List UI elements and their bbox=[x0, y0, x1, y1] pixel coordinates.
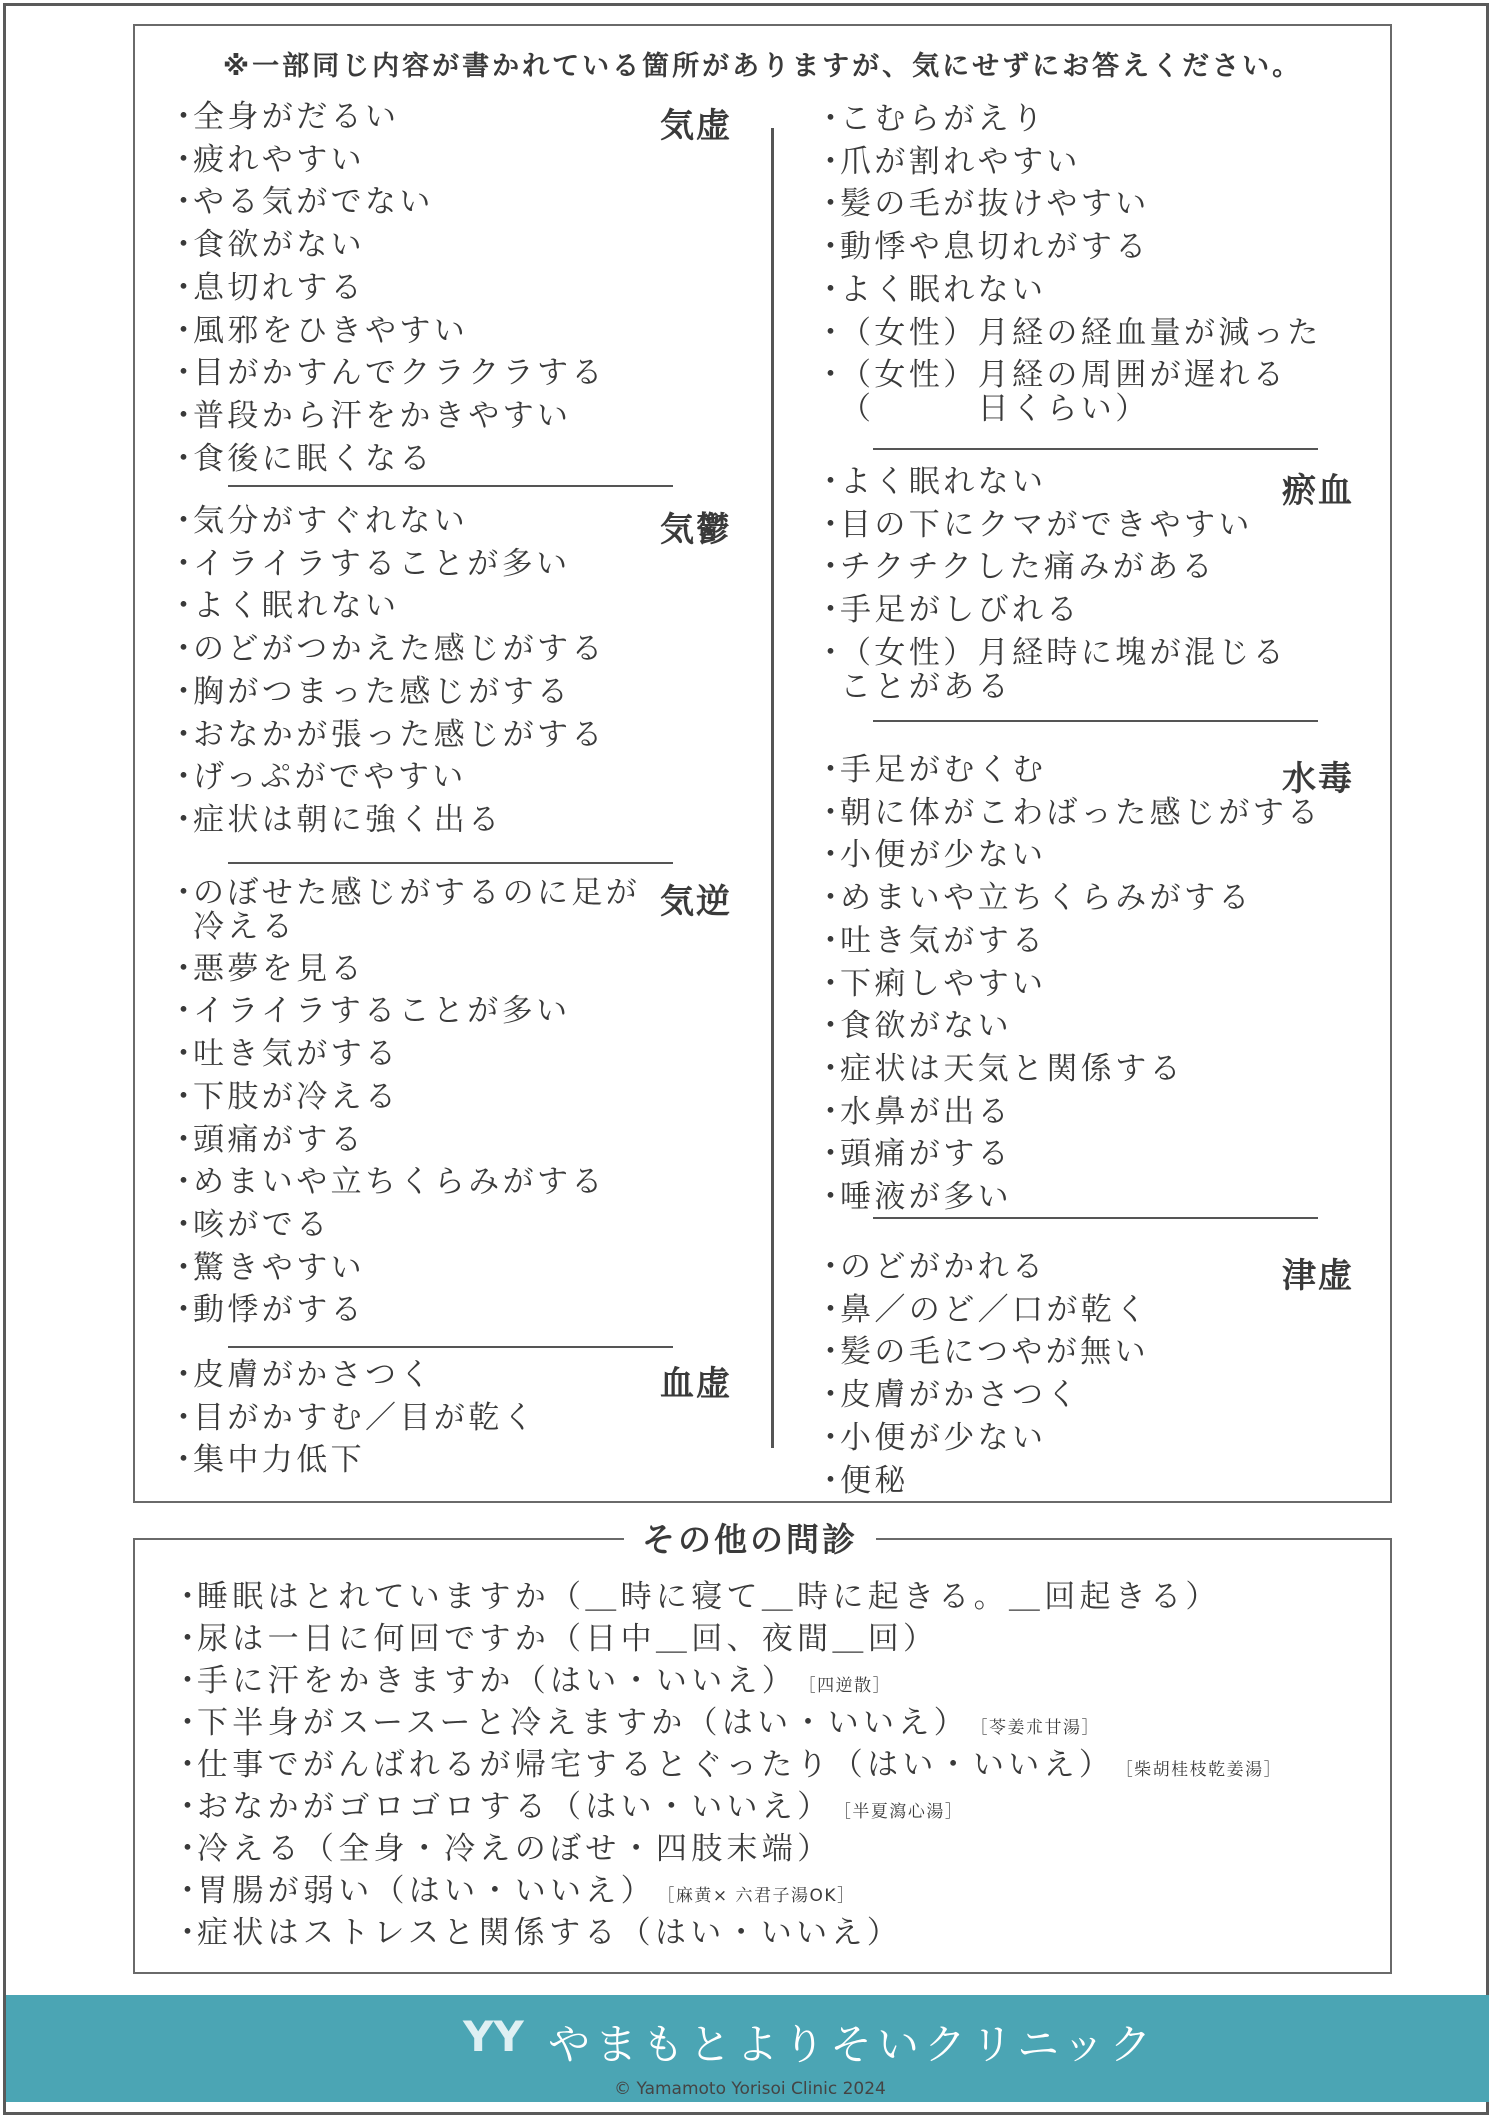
question-text: おなかがゴロゴロする（はい・いいえ） bbox=[197, 1789, 833, 1825]
symptom-item bbox=[168, 952, 365, 986]
symptom-text: 全身がだるい bbox=[193, 99, 400, 135]
bullet-mark: ・ bbox=[168, 1078, 203, 1115]
bullet-mark: ・ bbox=[815, 314, 850, 351]
symptom-item bbox=[815, 1378, 1081, 1412]
symptom-text: （女性）月経の経血量が減った bbox=[840, 314, 1322, 351]
bullet-mark: ・ bbox=[168, 312, 203, 349]
symptom-text: 小便が少ない bbox=[840, 1419, 1047, 1456]
symptom-text: 咳がでる bbox=[193, 1206, 331, 1243]
herbal-remedy-note: ［半夏瀉心湯］ bbox=[842, 1802, 964, 1822]
symptom-text: よく眠れない bbox=[840, 464, 1047, 500]
symptom-item bbox=[815, 593, 1081, 627]
symptom-item bbox=[815, 1335, 1149, 1369]
symptom-text: めまいや立ちくらみがする bbox=[840, 880, 1253, 917]
symptom-text: 頭痛がする bbox=[840, 1136, 1012, 1173]
symptom-text: めまいや立ちくらみがする bbox=[193, 1164, 606, 1201]
bullet-mark: ・ bbox=[168, 631, 203, 668]
symptom-text: のぼせた感じがするのに足が bbox=[193, 875, 641, 911]
symptom-text-cont: （ 日くらい） bbox=[840, 391, 1150, 428]
symptom-item bbox=[815, 1250, 1046, 1284]
bullet-mark: ・ bbox=[168, 1121, 203, 1158]
symptom-item bbox=[815, 636, 1287, 704]
bullet-mark: ・ bbox=[168, 545, 203, 582]
bullet-mark: ・ bbox=[815, 837, 850, 874]
symptom-item bbox=[815, 838, 1046, 872]
symptom-item bbox=[815, 924, 1046, 958]
symptom-text: げっぷがでやすい bbox=[193, 759, 467, 796]
bullet-mark: ・ bbox=[172, 1663, 208, 1699]
symptom-item bbox=[815, 358, 1287, 426]
bullet-mark: ・ bbox=[168, 1442, 203, 1479]
symptom-item bbox=[168, 632, 606, 666]
question-text: 冷える（全身・冷えのぼせ・四肢末端） bbox=[197, 1831, 833, 1867]
bullet-mark: ・ bbox=[168, 1036, 203, 1073]
bullet-mark: ・ bbox=[815, 1249, 850, 1285]
symptom-item bbox=[815, 1464, 909, 1498]
symptom-item bbox=[815, 1421, 1046, 1455]
bullet-mark: ・ bbox=[815, 229, 850, 266]
bullet-mark: ・ bbox=[168, 355, 203, 392]
symptom-item bbox=[168, 504, 468, 538]
symptom-item bbox=[168, 1251, 365, 1285]
symptom-text: 皮膚がかさつく bbox=[193, 1357, 434, 1393]
symptom-item bbox=[168, 314, 468, 348]
notice-text: ※一部同じ内容が書かれている箇所がありますが、気にせずにお答えください。 bbox=[222, 51, 1303, 82]
bullet-mark: ・ bbox=[815, 186, 850, 223]
symptom-text: 吐き気がする bbox=[193, 1036, 400, 1073]
symptom-text: 食後に眠くなる bbox=[193, 440, 434, 477]
symptom-item bbox=[815, 187, 1150, 221]
symptom-item bbox=[815, 508, 1253, 542]
symptom-text: 目がかすむ／目が乾く bbox=[193, 1399, 537, 1436]
symptom-item bbox=[168, 1293, 365, 1327]
bullet-mark: ・ bbox=[815, 880, 850, 917]
symptom-item bbox=[168, 143, 365, 177]
symptom-text: 手足がむくむ bbox=[840, 752, 1047, 788]
bullet-mark: ・ bbox=[172, 1873, 208, 1909]
bullet-mark: ・ bbox=[168, 227, 203, 264]
bullet-mark: ・ bbox=[168, 141, 203, 178]
symptom-item bbox=[815, 967, 1046, 1001]
symptom-text: おなかが張った感じがする bbox=[193, 716, 606, 753]
bullet-mark: ・ bbox=[172, 1705, 208, 1741]
symptom-item bbox=[815, 1052, 1184, 1086]
symptom-item bbox=[815, 273, 1046, 307]
bullet-mark: ・ bbox=[815, 1008, 850, 1045]
question-item bbox=[172, 1874, 856, 1913]
question-item bbox=[172, 1916, 902, 1950]
clinic-name: やまもとよりそいクリニック bbox=[548, 2020, 1157, 2069]
symptom-text: 手足がしびれる bbox=[840, 592, 1081, 629]
symptom-item bbox=[815, 1095, 1012, 1129]
symptom-text: （女性）月経時に塊が混じる bbox=[840, 634, 1288, 671]
symptom-text: チクチクした痛みがある bbox=[840, 549, 1216, 586]
symptom-text: 気分がすぐれない bbox=[193, 503, 469, 539]
question-text: 胃腸が弱い（はい・いいえ） bbox=[197, 1873, 656, 1909]
symptom-item bbox=[168, 100, 399, 134]
category-label: 気虚 bbox=[660, 106, 732, 146]
bullet-mark: ・ bbox=[815, 1334, 850, 1371]
copyright-text: © Yamamoto Yorisoi Clinic 2024 bbox=[614, 2079, 886, 2099]
bullet-mark: ・ bbox=[815, 1050, 850, 1087]
symptom-item bbox=[168, 399, 571, 433]
symptom-item bbox=[815, 753, 1046, 787]
symptom-text: 目がかすんでクラクラする bbox=[193, 355, 606, 392]
symptom-item bbox=[168, 547, 570, 581]
symptom-text: 症状は朝に強く出る bbox=[193, 801, 503, 838]
other-questions-header bbox=[0, 1518, 1500, 1562]
bullet-mark: ・ bbox=[815, 464, 850, 500]
symptom-item bbox=[168, 1208, 331, 1242]
bullet-mark: ・ bbox=[172, 1579, 208, 1615]
symptom-item bbox=[815, 465, 1046, 499]
symptom-text: 頭痛がする bbox=[193, 1121, 365, 1158]
bullet-mark: ・ bbox=[172, 1915, 208, 1951]
question-item bbox=[172, 1580, 1221, 1614]
bullet-mark: ・ bbox=[815, 634, 850, 671]
symptom-item bbox=[168, 1401, 537, 1435]
symptom-item bbox=[168, 876, 640, 944]
bullet-mark: ・ bbox=[815, 357, 850, 394]
other-questions-title: その他の問診 bbox=[624, 1518, 876, 1562]
symptom-text-cont: ことがある bbox=[840, 668, 1012, 705]
bullet-mark: ・ bbox=[168, 993, 203, 1030]
symptom-item bbox=[815, 230, 1150, 264]
bullet-mark: ・ bbox=[168, 269, 203, 306]
category-label: 津虚 bbox=[1282, 1256, 1354, 1296]
symptom-text: 普段から汗をかきやすい bbox=[193, 397, 572, 434]
bullet-mark: ・ bbox=[168, 1206, 203, 1243]
bullet-mark: ・ bbox=[168, 503, 203, 539]
question-text: 下半身がスースーと冷えますか（はい・いいえ） bbox=[197, 1705, 969, 1741]
symptom-item bbox=[168, 442, 434, 476]
symptom-text: 髪の毛が抜けやすい bbox=[840, 186, 1150, 223]
symptom-item bbox=[815, 145, 1081, 179]
bullet-mark: ・ bbox=[815, 1377, 850, 1414]
bullet-mark: ・ bbox=[815, 922, 850, 959]
bullet-mark: ・ bbox=[168, 716, 203, 753]
symptom-item bbox=[815, 550, 1216, 584]
bullet-mark: ・ bbox=[815, 592, 850, 629]
symptom-text: 爪が割れやすい bbox=[840, 143, 1081, 180]
section-separator bbox=[228, 485, 673, 487]
bullet-mark: ・ bbox=[815, 794, 850, 831]
bullet-mark: ・ bbox=[168, 1292, 203, 1329]
symptom-item bbox=[815, 102, 1046, 136]
bullet-mark: ・ bbox=[172, 1747, 208, 1783]
symptom-text: イライラすることが多い bbox=[193, 545, 571, 582]
bullet-mark: ・ bbox=[168, 397, 203, 434]
bullet-mark: ・ bbox=[168, 99, 203, 135]
bullet-mark: ・ bbox=[168, 759, 203, 796]
symptom-text: 動悸や息切れがする bbox=[840, 229, 1150, 266]
section-separator bbox=[228, 1346, 673, 1348]
symptom-item bbox=[168, 718, 606, 752]
bullet-mark: ・ bbox=[168, 588, 203, 625]
bullet-mark: ・ bbox=[815, 1419, 850, 1456]
question-item bbox=[172, 1664, 891, 1703]
symptom-text: 皮膚がかさつく bbox=[840, 1377, 1081, 1414]
symptom-text: やる気がでない bbox=[193, 184, 434, 221]
bullet-mark: ・ bbox=[815, 1136, 850, 1173]
category-label: 気鬱 bbox=[660, 510, 732, 550]
herbal-remedy-note: ［四逆散］ bbox=[807, 1676, 892, 1696]
symptom-text: 疲れやすい bbox=[193, 141, 365, 178]
symptom-text-cont: 冷える bbox=[193, 909, 297, 945]
bullet-mark: ・ bbox=[168, 950, 203, 987]
bullet-mark: ・ bbox=[815, 549, 850, 586]
bullet-mark: ・ bbox=[172, 1621, 208, 1657]
herbal-remedy-note: ［苓姜朮甘湯］ bbox=[978, 1718, 1100, 1738]
bullet-mark: ・ bbox=[815, 1093, 850, 1130]
symptom-text: （女性）月経の周囲が遅れる bbox=[840, 357, 1288, 394]
section-separator bbox=[873, 1217, 1318, 1219]
symptom-item bbox=[168, 185, 434, 219]
question-text: 仕事でがんばれるが帰宅するとぐったり（はい・いいえ） bbox=[197, 1747, 1115, 1783]
herbal-remedy-note: ［麻黄× 六君子湯OK］ bbox=[665, 1886, 856, 1906]
bullet-mark: ・ bbox=[815, 1462, 850, 1499]
question-item bbox=[172, 1832, 832, 1866]
bullet-mark: ・ bbox=[815, 271, 850, 308]
symptom-item bbox=[168, 1358, 434, 1392]
symptom-text: 水鼻が出る bbox=[840, 1093, 1012, 1130]
symptom-item bbox=[168, 271, 365, 305]
symptom-text: 鼻／のど／口が乾く bbox=[840, 1291, 1150, 1328]
symptom-text: 目の下にクマができやすい bbox=[840, 506, 1253, 543]
bullet-mark: ・ bbox=[168, 184, 203, 221]
bullet-mark: ・ bbox=[815, 965, 850, 1002]
symptom-text: のどがかれる bbox=[840, 1249, 1047, 1285]
category-label: 気逆 bbox=[660, 882, 732, 922]
bullet-mark: ・ bbox=[815, 143, 850, 180]
symptom-item bbox=[815, 1009, 1012, 1043]
symptom-item bbox=[168, 1443, 365, 1477]
symptom-text: 胸がつまった感じがする bbox=[193, 673, 572, 710]
symptom-text: 唾液が多い bbox=[840, 1179, 1012, 1215]
symptom-item bbox=[168, 1037, 399, 1071]
symptom-item bbox=[168, 675, 571, 709]
question-item bbox=[172, 1790, 963, 1829]
section-separator bbox=[228, 862, 673, 864]
symptom-text: 下痢しやすい bbox=[840, 965, 1047, 1002]
symptom-text: 下肢が冷える bbox=[193, 1078, 400, 1115]
symptom-item bbox=[168, 1080, 399, 1114]
symptom-item bbox=[168, 228, 365, 262]
bullet-mark: ・ bbox=[168, 1249, 203, 1286]
symptom-item bbox=[815, 316, 1322, 350]
question-item bbox=[172, 1706, 1100, 1745]
symptom-text: 症状は天気と関係する bbox=[840, 1050, 1184, 1087]
symptom-text: 集中力低下 bbox=[193, 1442, 365, 1479]
bullet-mark: ・ bbox=[815, 1291, 850, 1328]
bullet-mark: ・ bbox=[168, 1357, 203, 1393]
column-divider bbox=[771, 128, 774, 1448]
bullet-mark: ・ bbox=[815, 752, 850, 788]
category-label: 水毒 bbox=[1282, 759, 1354, 799]
symptom-item bbox=[815, 796, 1322, 830]
bullet-mark: ・ bbox=[168, 875, 203, 911]
symptom-text: 風邪をひきやすい bbox=[193, 312, 469, 349]
bullet-mark: ・ bbox=[815, 506, 850, 543]
question-item bbox=[172, 1622, 938, 1656]
symptom-text: よく眠れない bbox=[840, 271, 1047, 308]
symptom-text: 便秘 bbox=[840, 1462, 909, 1499]
symptom-item bbox=[168, 803, 503, 837]
symptom-text: 悪夢を見る bbox=[193, 950, 365, 987]
symptom-text: 髪の毛につやが無い bbox=[840, 1334, 1149, 1371]
bullet-mark: ・ bbox=[815, 101, 850, 137]
bullet-mark: ・ bbox=[168, 1164, 203, 1201]
bullet-mark: ・ bbox=[168, 673, 203, 710]
symptom-item bbox=[168, 589, 399, 623]
symptom-text: よく眠れない bbox=[193, 588, 400, 625]
question-text: 症状はストレスと関係する（はい・いいえ） bbox=[197, 1915, 903, 1951]
symptom-text: 息切れする bbox=[193, 269, 365, 306]
symptom-text: 朝に体がこわばった感じがする bbox=[840, 794, 1322, 831]
bullet-mark: ・ bbox=[815, 1179, 850, 1215]
question-text: 尿は一日に何回ですか（日中＿回、夜間＿回） bbox=[197, 1621, 939, 1657]
symptom-item bbox=[168, 1123, 365, 1157]
question-item bbox=[172, 1748, 1282, 1787]
category-label: 瘀血 bbox=[1282, 471, 1354, 511]
bullet-mark: ・ bbox=[168, 440, 203, 477]
category-label: 血虚 bbox=[660, 1364, 732, 1404]
symptom-item bbox=[815, 881, 1253, 915]
symptom-item bbox=[168, 994, 570, 1028]
symptom-text: 吐き気がする bbox=[840, 922, 1047, 959]
bullet-mark: ・ bbox=[172, 1831, 208, 1867]
bullet-mark: ・ bbox=[168, 1399, 203, 1436]
symptom-item bbox=[168, 356, 606, 390]
herbal-remedy-note: ［柴胡桂枝乾姜湯］ bbox=[1124, 1760, 1283, 1780]
clinic-logo-mark: YY bbox=[463, 2012, 524, 2061]
symptom-item bbox=[815, 1137, 1012, 1171]
section-separator bbox=[873, 448, 1318, 450]
symptom-text: イライラすることが多い bbox=[193, 993, 571, 1030]
symptom-text: 食欲がない bbox=[193, 227, 365, 264]
symptom-text: 動悸がする bbox=[193, 1292, 365, 1329]
symptom-item bbox=[815, 1180, 1012, 1214]
section-separator bbox=[873, 720, 1318, 722]
symptom-item bbox=[168, 760, 467, 794]
symptom-text: 食欲がない bbox=[840, 1008, 1012, 1045]
bullet-mark: ・ bbox=[172, 1789, 208, 1825]
symptom-item bbox=[168, 1165, 606, 1199]
symptom-text: 驚きやすい bbox=[193, 1249, 365, 1286]
question-text: 手に汗をかきますか（はい・いいえ） bbox=[197, 1663, 798, 1699]
symptom-item bbox=[815, 1293, 1150, 1327]
symptom-text: 小便が少ない bbox=[840, 837, 1047, 874]
bullet-mark: ・ bbox=[168, 801, 203, 838]
symptom-text: こむらがえり bbox=[840, 101, 1047, 137]
symptom-text: のどがつかえた感じがする bbox=[193, 631, 606, 668]
question-text: 睡眠はとれていますか（＿時に寝て＿時に起きる。＿回起きる） bbox=[197, 1579, 1221, 1615]
